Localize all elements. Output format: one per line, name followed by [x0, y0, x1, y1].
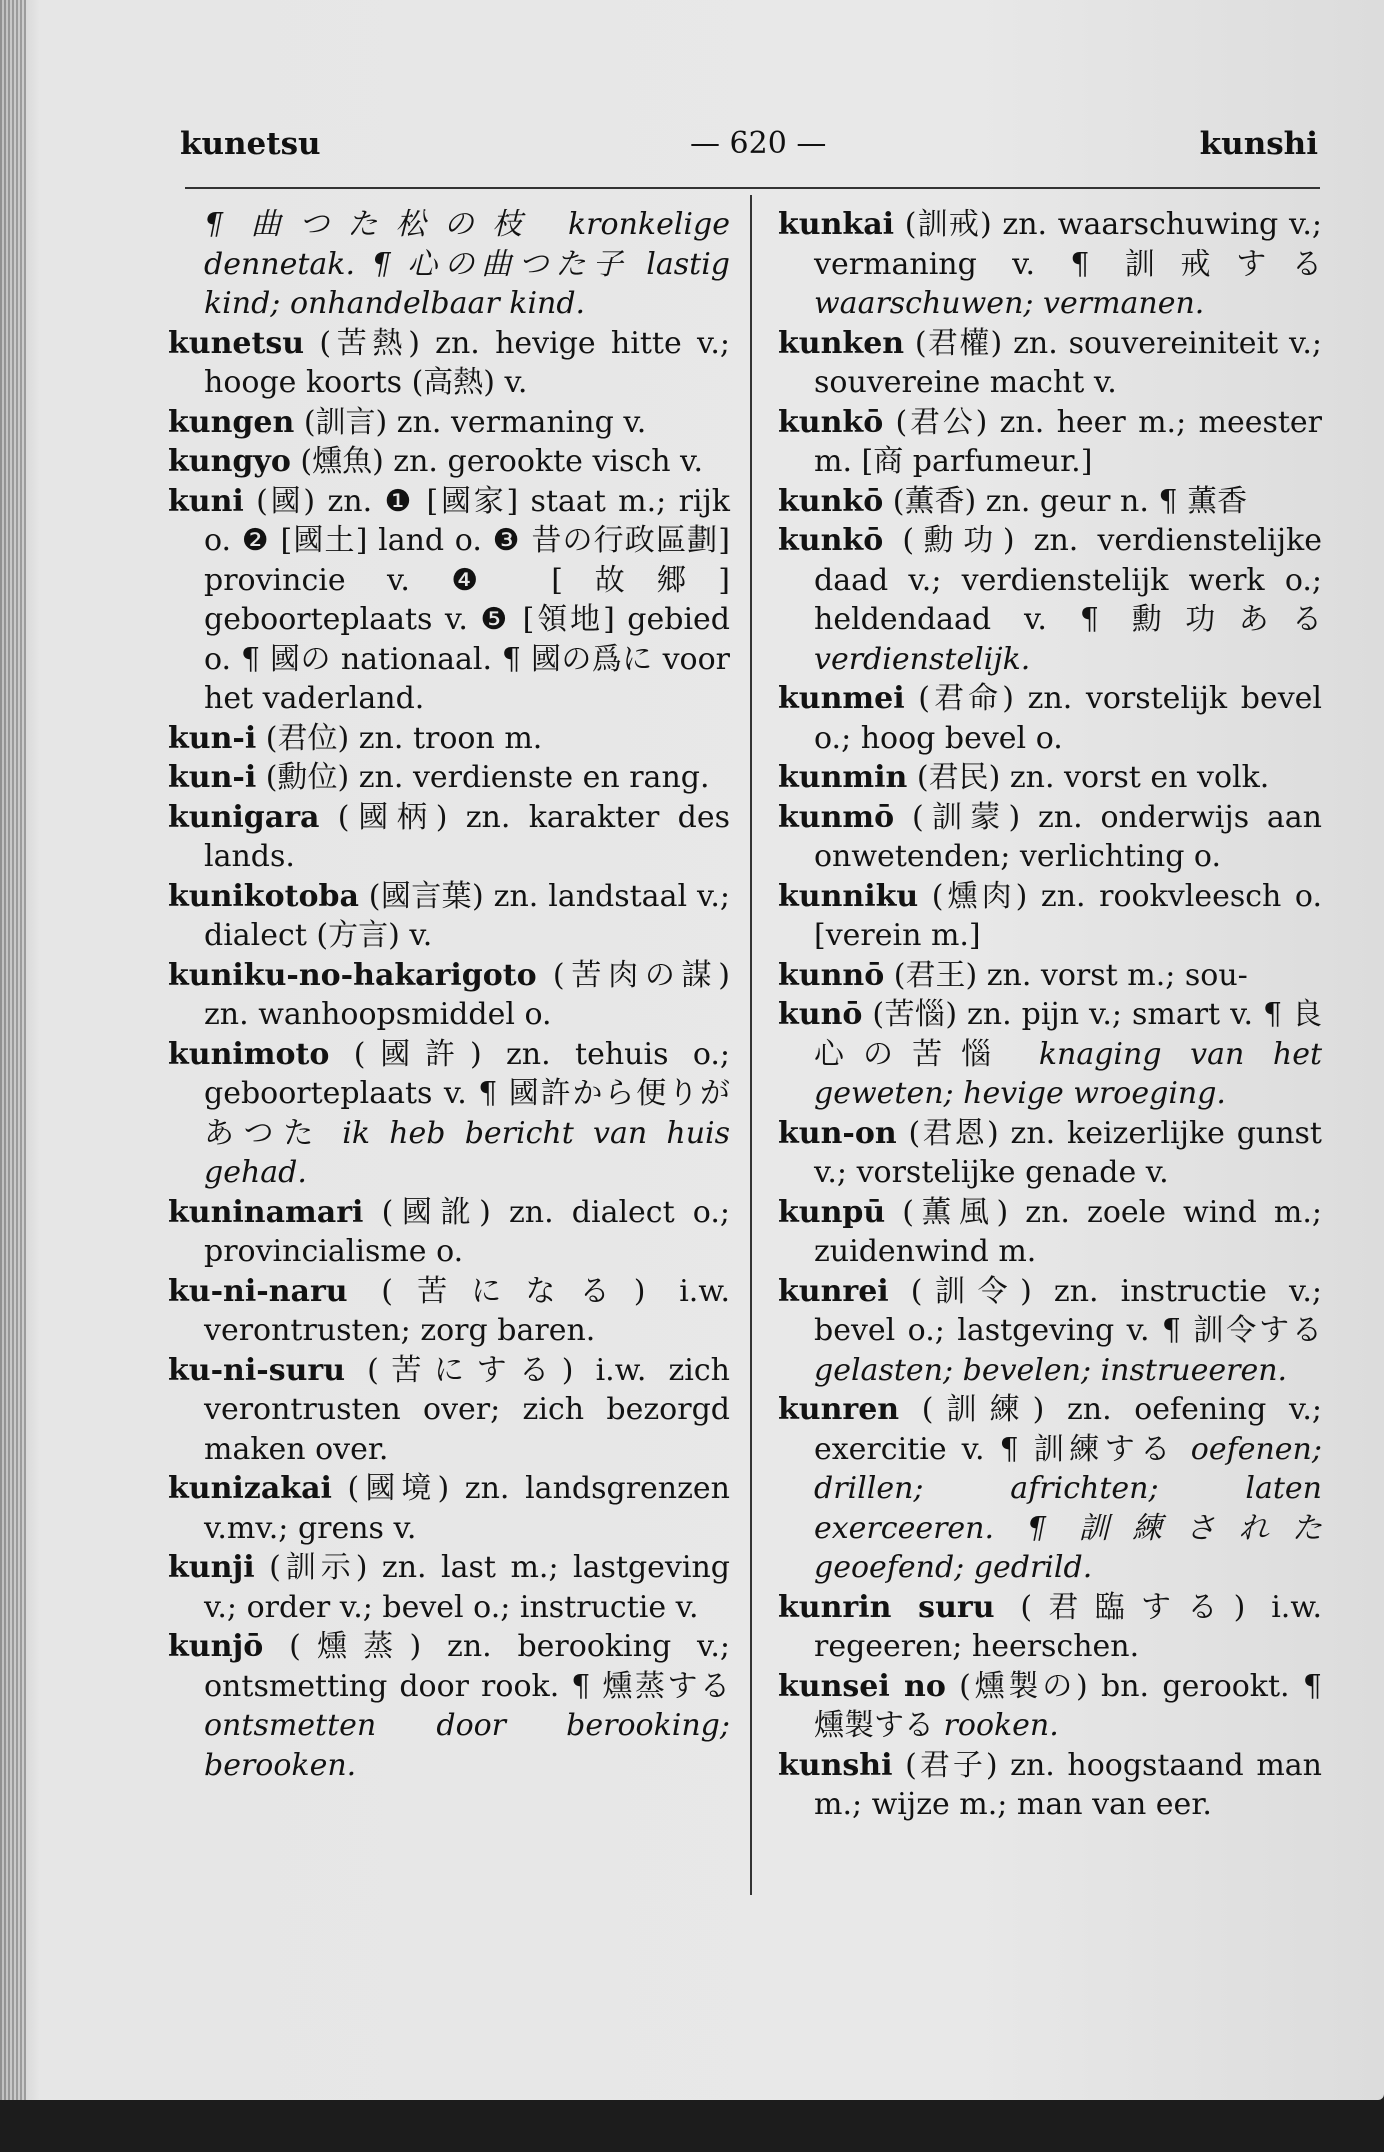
entry-definition: (訓言) zn. vermaning v. — [294, 404, 647, 440]
dictionary-entry — [778, 1390, 1322, 1588]
entry-example: verdienstelijk. — [814, 641, 1031, 677]
page-number: — 620 — — [690, 126, 827, 161]
entry-definition: (國言葉) zn. landstaal v.; dialect (方言) v. — [204, 878, 730, 953]
entry-headword: kunji — [168, 1550, 255, 1585]
entry-headword: kunkai — [778, 207, 895, 242]
entry-example: rooken. — [934, 1708, 1059, 1743]
entry-example: waarschuwen; vermanen. — [814, 286, 1205, 321]
dictionary-entry — [778, 324, 1322, 403]
entry-definition: (苦熱) zn. hevige hitte v.; hooge koorts (高熱) v. — [204, 325, 730, 400]
entry-headword: kunetsu — [168, 325, 305, 361]
entry-definition: (國) zn. ❶ [國家] staat m.; rijk o. ❷ [國土] land o. ❸ 昔の行政區劃] provincie v. ❹ [故郷] geboorteplaats v. ❺ [領地] gebied o. ¶ 國の nationaal. ¶ 國の爲に voor het vaderland. — [204, 483, 730, 716]
dictionary-entry — [778, 1193, 1322, 1272]
entry-definition: (國訛) zn. dialect o.; provincialisme o. — [204, 1194, 730, 1269]
entry-headword: kun-i — [168, 760, 257, 795]
book-spine-edge — [0, 0, 26, 2100]
entry-headword: kuninamari — [168, 1194, 364, 1230]
entry-example: gelasten; bevelen; instrueeren. — [814, 1352, 1288, 1388]
entry-headword: kungen — [168, 404, 295, 440]
entry-definition: (君臨する) i.w. regeeren; heerschen. — [814, 1589, 1322, 1664]
dictionary-entry — [168, 1035, 730, 1193]
dictionary-entry — [168, 205, 730, 324]
dictionary-entry — [168, 1351, 730, 1470]
entry-definition: (訓戒) zn. waarschuwing v.; vermaning v. ¶ 訓戒する — [814, 207, 1322, 282]
entry-definition: (訓令) zn. instructie v.; bevel o.; lastgeving v. ¶ 訓令する — [814, 1273, 1322, 1348]
entry-definition: (燻肉) zn. rookvleesch o. [verein m.] — [814, 878, 1322, 953]
entry-headword: kunikotoba — [168, 878, 359, 914]
entry-headword: kuni — [168, 483, 244, 519]
entry-headword: kunkō — [778, 404, 884, 440]
entry-headword: kunpū — [778, 1194, 886, 1230]
entry-headword: kunjō — [168, 1629, 264, 1664]
dictionary-entry — [168, 1469, 730, 1548]
dictionary-entry — [168, 877, 730, 956]
dictionary-entry — [778, 758, 1322, 798]
dictionary-entry — [778, 1272, 1322, 1391]
header-rule — [185, 187, 1320, 189]
dictionary-entry — [778, 1667, 1322, 1746]
entry-headword: kunken — [778, 325, 905, 361]
entry-definition: (訓蒙) zn. onderwijs aan onwetenden; verlichting o. — [814, 799, 1322, 874]
entry-headword: kunniku — [778, 878, 919, 914]
dictionary-entry — [168, 798, 730, 877]
dictionary-entry — [778, 205, 1322, 324]
entry-definition: (苦肉の謀) zn. wanhoopsmiddel o. — [204, 957, 730, 1032]
entry-headword: kuniku-no-hakarigoto — [168, 957, 537, 993]
dictionary-entry — [168, 956, 730, 1035]
dictionary-entry — [168, 403, 730, 443]
dictionary-entry — [168, 482, 730, 719]
dictionary-entry — [778, 995, 1322, 1114]
entry-headword: kunnō — [778, 957, 885, 993]
dictionary-entry — [168, 1548, 730, 1627]
entry-definition: (君位) zn. troon m. — [256, 720, 543, 756]
entry-definition: (燻魚) zn. gerookte visch v. — [290, 444, 703, 479]
entry-definition: (君民) zn. vorst en volk. — [907, 760, 1270, 795]
dictionary-entry — [778, 679, 1322, 758]
dictionary-entry — [778, 877, 1322, 956]
entry-example: ¶ 曲つた松の枝 kronkelige dennetak. ¶ 心の曲つた子 lastig kind; onhandelbaar kind. — [204, 207, 730, 321]
entry-headword: ku-ni-naru — [168, 1273, 348, 1309]
entry-definition: (苦惱) zn. pijn v.; smart v. ¶ 良心の苦惱 — [814, 997, 1322, 1072]
entry-definition: (燻製の) bn. gerookt. ¶ 燻製する — [814, 1668, 1322, 1743]
column-divider — [750, 195, 752, 1895]
entry-headword: kunimoto — [168, 1036, 330, 1072]
entry-headword: kungyo — [168, 444, 291, 479]
entry-headword: kunkō — [778, 523, 884, 558]
entry-headword: kunrei — [778, 1273, 889, 1309]
entry-definition: (勳功) zn. verdienstelijke daad v.; verdienstelijk werk o.; heldendaad v. ¶ 勳功ある — [814, 523, 1322, 637]
entry-headword: kunshi — [778, 1747, 893, 1783]
dictionary-entry — [168, 442, 730, 482]
entry-headword: kunmin — [778, 760, 908, 795]
dictionary-entry — [168, 1193, 730, 1272]
entry-definition: (訓示) zn. last m.; lastgeving v.; order v.; bevel o.; instructie v. — [204, 1550, 730, 1625]
dictionary-entry — [168, 1272, 730, 1351]
entry-headword: ku-ni-suru — [168, 1352, 346, 1388]
entry-headword: kun-i — [168, 720, 257, 756]
entry-example: ik heb bericht van huis gehad. — [204, 1115, 731, 1190]
entry-definition: (君權) zn. souvereiniteit v.; souvereine macht v. — [814, 325, 1322, 400]
header-last-word: kunshi — [1199, 126, 1318, 162]
entry-definition: (國境) zn. landsgrenzen v.mv.; grens v. — [204, 1471, 730, 1546]
right-column — [778, 205, 1322, 1825]
entry-definition: (國柄) zn. karakter des lands. — [204, 799, 730, 874]
entry-headword: kunigara — [168, 799, 320, 835]
entry-definition: (訓練) zn. oefening v.; exercitie v. ¶ 訓練する — [814, 1392, 1322, 1467]
dictionary-entry — [778, 1588, 1322, 1667]
dictionary-entry — [168, 719, 730, 759]
entry-headword: kun-on — [778, 1115, 897, 1151]
entry-headword: kunizakai — [168, 1471, 332, 1506]
entry-definition: (君命) zn. vorstelijk bevel o.; hoog bevel o. — [814, 681, 1322, 756]
entry-headword: kunrin suru — [778, 1589, 995, 1625]
entry-headword: kunō — [778, 997, 863, 1032]
dictionary-entry — [778, 956, 1322, 996]
entry-definition: (薫風) zn. zoele wind m.; zuidenwind m. — [814, 1194, 1322, 1269]
dictionary-entry — [778, 1746, 1322, 1825]
entry-headword: kunren — [778, 1392, 900, 1427]
dictionary-entry — [778, 403, 1322, 482]
entry-definition: (燻蒸) zn. berooking v.; ontsmetting door rook. ¶ 燻蒸する — [204, 1629, 730, 1704]
entry-definition: (苦にする) i.w. zich verontrusten over; zich bezorgd maken over. — [204, 1352, 730, 1467]
dictionary-entry — [168, 324, 730, 403]
entry-definition: (薫香) zn. geur n. ¶ 薫香 — [883, 483, 1248, 519]
entry-definition: (苦になる) i.w. verontrusten; zorg baren. — [204, 1273, 730, 1348]
entry-headword: kunmō — [778, 799, 895, 835]
dictionary-entry — [168, 1627, 730, 1785]
left-column — [168, 205, 730, 1785]
dictionary-entry — [778, 521, 1322, 679]
entry-definition: (國許) zn. tehuis o.; geboorteplaats v. ¶ 國許から便りがあつた — [204, 1036, 730, 1151]
entry-example: knaging van het geweten; hevige wroeging. — [814, 1036, 1323, 1111]
entry-headword: kunkō — [778, 483, 884, 519]
entry-headword: kunsei no — [778, 1668, 946, 1704]
header-first-word: kunetsu — [180, 126, 321, 162]
entry-example: ontsmetten door berooking; berooken. — [204, 1708, 730, 1783]
entry-definition: (勳位) zn. verdienste en rang. — [256, 760, 710, 795]
dictionary-entry — [168, 758, 730, 798]
entry-example: oefenen; drillen; africhten; laten exerceeren. ¶ 訓練された geoefend; gedrild. — [814, 1431, 1322, 1585]
page-header — [180, 126, 1318, 166]
entry-definition: (君恩) zn. keizerlijke gunst v.; vorstelijke genade v. — [814, 1115, 1322, 1190]
dictionary-entry — [778, 482, 1322, 522]
entry-definition: (君王) zn. vorst m.; sou- — [884, 957, 1248, 993]
dictionary-entry — [778, 798, 1322, 877]
entry-headword: kunmei — [778, 681, 905, 716]
entry-definition: (君公) zn. heer m.; meester m. [商 parfumeur.] — [814, 404, 1322, 479]
entry-definition: (君子) zn. hoogstaand man m.; wijze m.; man van eer. — [814, 1747, 1322, 1822]
dictionary-entry — [778, 1114, 1322, 1193]
